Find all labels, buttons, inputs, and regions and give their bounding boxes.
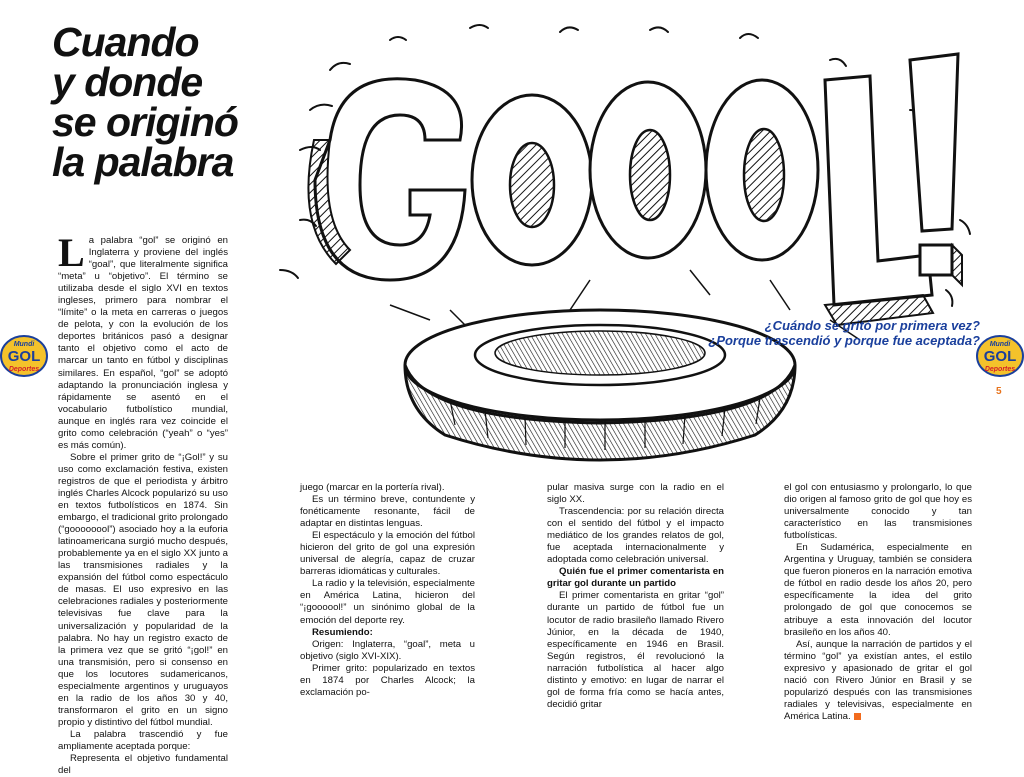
lead-questions (705, 318, 980, 348)
svg-text:Deportes: Deportes (984, 366, 1016, 373)
title-line-4: la palabra (52, 139, 234, 185)
page-title (52, 19, 252, 185)
svg-text:Deportes: Deportes (8, 366, 40, 373)
page-number: 5 (996, 386, 1002, 397)
paragraph: pular masiva surge con la radio en el siglo XX. (547, 482, 724, 506)
subheading: Quién fue el primer comentarista en gritar gol durante un partido (547, 566, 724, 590)
svg-text:GOL: GOL (983, 348, 1017, 365)
paragraph: Sobre el primer grito de “¡Gol!” y su uso como exclamación festiva, existen registros de que el periodista y árbitro inglés Charles Alcock popularizó su uso en textos futbolísticos en 1874. Sin embargo, el tradicional grito prolongado (“goooooool”) asociado hoy a la euforia latinoamericana surgió mucho después, probablemente ya en el siglo XX junto a las transmisiones radiales y la expansión del fútbol como espectáculo de masas. El uso expresivo en las celebraciones radiales y posteriormente televisivas fue clave para la universalización y popularidad de la palabra. No hay un registro exacto de la primera vez que se gritó “¡gol!” en una transmisión, pero si consenso en que los locutores sudamericanos, especialmente argentinos y uruguayos en la radio de los años 30 y 40, transformaron el grito en un signo propio y distintivo del fútbol mundial. (58, 451, 228, 728)
title-line-3: se originó (52, 99, 238, 145)
paragraph: Representa el objetivo fundamental del (58, 753, 228, 777)
paragraph: Trascendencia: por su relación directa con el sentido del fútbol y el impacto mediático de los grandes relatos de gol, fue aceptada internacionalmente y adoptada como celebración universal. (547, 506, 724, 566)
svg-text:GOL: GOL (7, 348, 41, 365)
mundigol-logo-right (976, 333, 1024, 379)
mundigol-logo-left (0, 333, 48, 379)
title-line-1: Cuando (52, 19, 199, 65)
goool-letters (308, 54, 962, 325)
paragraph: Primer grito: popularizado en textos en 1874 por Charles Alcock; la exclamación po- (300, 662, 475, 698)
title-line-2: y donde (52, 59, 203, 105)
article-column-2 (300, 482, 475, 699)
paragraph: La palabra trascendió y fue ampliamente aceptada porque: (58, 728, 228, 752)
paragraph: Es un término breve, contundente y fonéticamente resonante, fácil de adaptar en distintas lenguas. (300, 494, 475, 530)
paragraph: el gol con entusiasmo y prolongarlo, lo que dio origen al famoso grito de gol que hoy es universalmente conocido y tan característico en las transmisiones futbolísticas. (784, 482, 972, 542)
question-1: ¿Cuándo se gritó por primera vez? (764, 318, 980, 333)
paragraph: Origen: Inglaterra, “goal”, meta u objetivo (siglo XVI-XIX). (300, 638, 475, 662)
svg-text:Mundi: Mundi (13, 341, 35, 348)
article-column-3 (547, 482, 724, 711)
question-2: ¿Porque trascendió y porque fue aceptada? (708, 333, 980, 348)
subheading: Resumiendo: (312, 626, 373, 638)
paragraph: juego (marcar en la portería rival). (300, 482, 445, 493)
paragraph: El espectáculo y la emoción del fútbol hicieron del grito de gol una expresión universal de alegría, capaz de cruzar barreras idiomáticas y culturales. (300, 530, 475, 578)
drop-cap: L (58, 230, 85, 275)
svg-text:Mundi: Mundi (989, 341, 1011, 348)
goool-illustration (270, 20, 990, 480)
paragraph: El primer comentarista en gritar “gol” durante un partido de fútbol fue un locutor de radio brasileño llamado Rivero Júnior, en la década de 1940, específicamente en 1946 en Brasil. Según registros, él revolucionó la narración futbolística al hacer algo distinto y emotivo: en lugar de narrar el gol de forma fría como se hacía antes, decidió gritar (547, 590, 724, 710)
paragraph: Así, aunque la narración de partidos y el término “gol” ya existían antes, el estilo expresivo y apasionado de gritar el gol nació con Rivero Júnior en Brasil y se popularizó después con las transmisiones radiales y televisivas, especialmente en América Latina. (784, 638, 972, 722)
paragraph: La palabra “gol” se originó en Inglaterra y proviene del inglés “goal”, que literalmente significa “meta” u “objetivo”. El término se utilizaba desde el siglo XVI en textos ingleses, primero para nombrar el “límite” o la meta en carreras o juegos de pelota, y con la evolución de los deportes británicos pasó a designar tanto el objetivo como el acto de marcar un tanto en fútbol y disciplinas similares. En español, “gol” se adoptó adaptando la pronunciación inglesa y rápidamente se asentó en el vocabulario futbolístico mundial, aunque en inglés rara vez coincide el grito como celebración (“yeah” o “yes” es más común). (58, 230, 228, 451)
end-mark (854, 713, 861, 720)
article-column-1 (58, 230, 228, 777)
paragraph: En Sudamérica, especialmente en Argentina y Uruguay, también se considera que fueron pioneros en la narración emotiva de fútbol en radio desde los años 20, pero específicamente la idea del grito prolongado de gol que conocemos se atribuye a esta innovación del locutor brasileño en los años 40. (784, 542, 972, 638)
article-column-4 (784, 482, 972, 723)
paragraph: La radio y la televisión, especialmente en América Latina, hicieron del “¡goooool!” un sinónimo global de la emoción del deporte rey. (300, 578, 475, 626)
